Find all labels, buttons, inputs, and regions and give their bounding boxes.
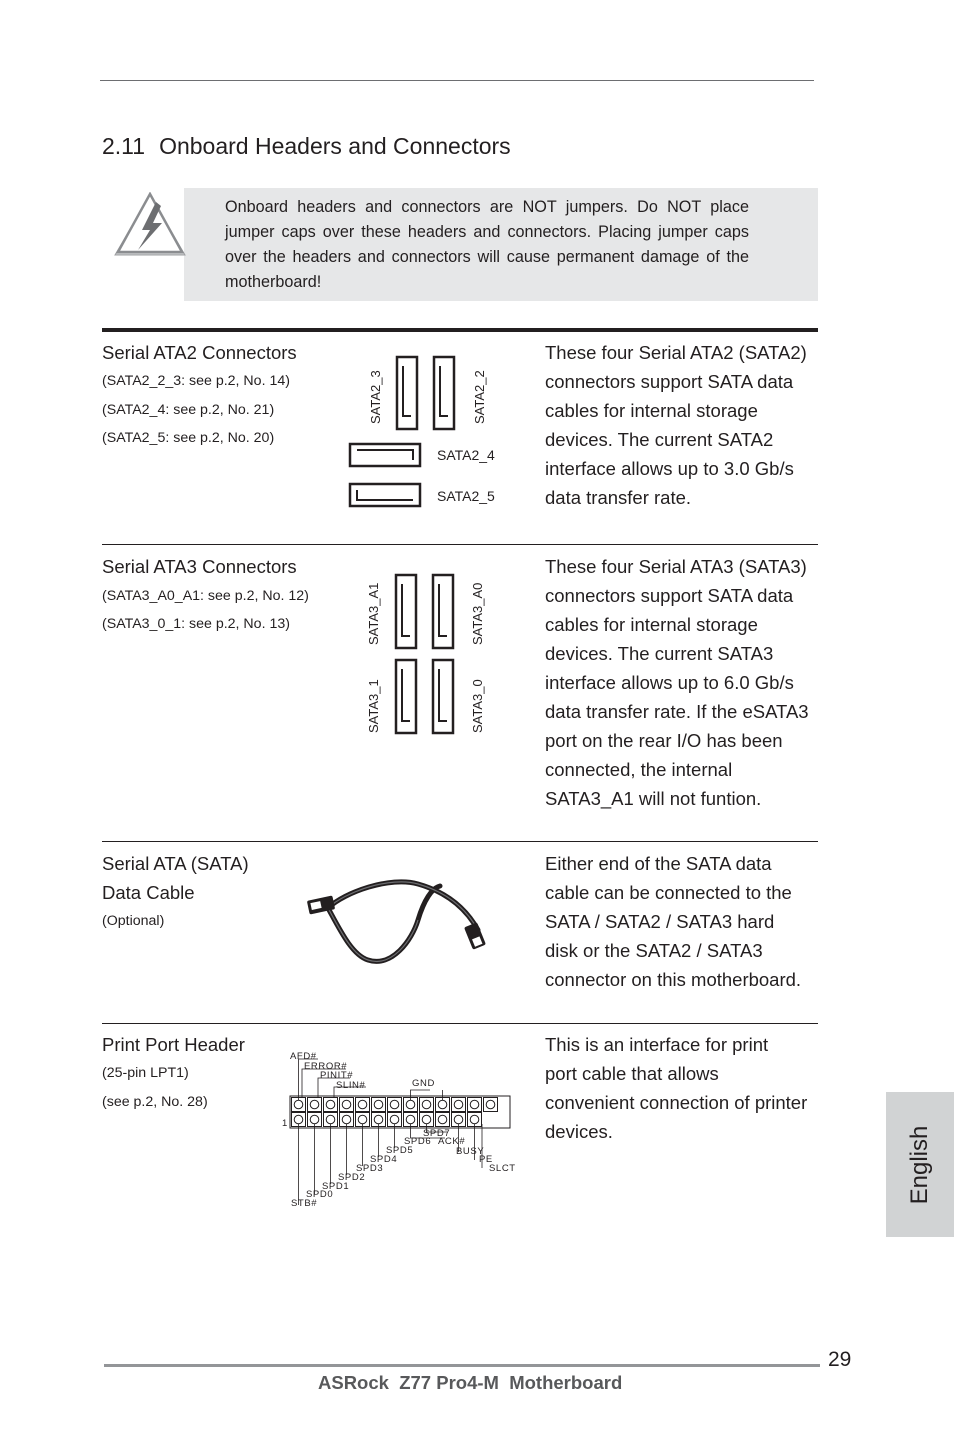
sata3-0-label: SATA3_0: [470, 679, 485, 733]
sata2-desc-line: These four Serial ATA2 (SATA2): [545, 342, 807, 363]
lpt-label-error: ERROR#: [304, 1061, 348, 1072]
lpt-desc-line: port cable that allows: [545, 1063, 719, 1084]
sata2-desc-line: data transfer rate.: [545, 487, 692, 508]
sata3-desc-line: devices. The current SATA3: [545, 643, 774, 664]
lpt-desc-line: devices.: [545, 1121, 613, 1142]
lpt-label-spd5: SPD5: [386, 1145, 414, 1156]
sata3-desc-line: SATA3_A1 will not funtion.: [545, 788, 762, 809]
lpt-label-spd1: SPD1: [322, 1181, 350, 1192]
sata3-ref-2: (SATA3_0_1: see p.2, No. 13): [102, 616, 290, 632]
sata2-2-label: SATA2_2: [472, 370, 487, 424]
footer-title: ASRock Z77 Pro4-M Motherboard: [318, 1372, 623, 1393]
page-number: 29: [828, 1348, 852, 1371]
lpt-title: Print Port Header: [102, 1034, 245, 1055]
sata3-desc-line: These four Serial ATA3 (SATA3): [545, 556, 807, 577]
lpt-label-spd2: SPD2: [338, 1172, 366, 1183]
sata2-ref-1: (SATA2_2_3: see p.2, No. 14): [102, 373, 290, 389]
cable-desc-line: disk or the SATA2 / SATA3: [545, 940, 763, 961]
lpt-label-spd6: SPD6: [404, 1136, 432, 1147]
footer-rule: [104, 1364, 820, 1367]
sata2-desc-line: interface allows up to 3.0 Gb/s: [545, 458, 794, 479]
lpt-label-stb: STB#: [291, 1198, 318, 1209]
lpt-label-gnd: GND: [412, 1078, 435, 1089]
lpt-ref-2: (see p.2, No. 28): [102, 1094, 208, 1110]
lpt-desc-line: This is an interface for print: [545, 1034, 769, 1055]
section-title: [102, 133, 511, 160]
sata2-desc-line: connectors support SATA data: [545, 371, 794, 392]
sata3-desc-line: cables for internal storage: [545, 614, 758, 635]
sata2-ref-2: (SATA2_4: see p.2, No. 21): [102, 402, 275, 418]
cable-desc-line: Either end of the SATA data: [545, 853, 772, 874]
sata2-5-label: SATA2_5: [437, 488, 495, 504]
sata3-1-label: SATA3_1: [366, 679, 381, 733]
lpt-description: [545, 1030, 825, 1146]
sata3-desc-line: port on the rear I/O has been: [545, 730, 783, 751]
sata2-4-label: SATA2_4: [437, 447, 495, 463]
sata3-desc-line: interface allows up to 6.0 Gb/s: [545, 672, 794, 693]
sata3-ref-1: (SATA3_A0_A1: see p.2, No. 12): [102, 588, 309, 604]
cable-title-line-2: Data Cable: [102, 882, 195, 903]
section-rule-lpt: [102, 1023, 818, 1024]
lpt-label-pinit: PINIT#: [320, 1070, 354, 1081]
lpt-pin-one-marker: 1: [282, 1118, 288, 1129]
sata2-desc-line: devices. The current SATA2: [545, 429, 774, 450]
sata2-connector-diagram: [345, 352, 505, 512]
sata3-desc-line: connectors support SATA data: [545, 585, 794, 606]
section-rule-cable: [102, 841, 818, 842]
sata3-a0-label: SATA3_A0: [470, 582, 485, 645]
cable-desc-line: cable can be connected to the: [545, 882, 792, 903]
sata3-connector-diagram: [360, 570, 500, 740]
sata3-title: Serial ATA3 Connectors: [102, 556, 297, 577]
lpt-label-spd4: SPD4: [370, 1154, 398, 1165]
lpt-ref-1: (25-pin LPT1): [102, 1065, 189, 1081]
sata3-desc-line: connected, the internal: [545, 759, 733, 780]
sata3-description: [545, 552, 825, 813]
cable-desc-line: SATA / SATA2 / SATA3 hard: [545, 911, 775, 932]
language-tab-label: English: [906, 1125, 933, 1204]
sata2-3-label: SATA2_3: [368, 370, 383, 424]
lpt-label-afd: AFD#: [290, 1051, 317, 1062]
lpt-label-spd0: SPD0: [306, 1189, 334, 1200]
warning-lightning-icon: [114, 192, 186, 258]
sata3-desc-line: data transfer rate. If the eSATA3: [545, 701, 809, 722]
sata2-desc-line: cables for internal storage: [545, 400, 758, 421]
lpt-label-busy: BUSY: [456, 1146, 485, 1157]
lpt-label-ack: ACK#: [438, 1136, 466, 1147]
sata3-a1-label: SATA3_A1: [366, 582, 381, 645]
cable-title-line-1: Serial ATA (SATA): [102, 853, 249, 874]
lpt-label-slin: SLIN#: [336, 1080, 366, 1091]
lpt-label-spd7: SPD7: [423, 1128, 451, 1139]
lpt-desc-line: convenient connection of printer: [545, 1092, 808, 1113]
warning-text: Onboard headers and connectors are NOT jumpers. Do NOT place jumper caps over these headers and connectors. Placing jumper caps over the headers and connectors will cause permanent damage of the motherboard!: [225, 198, 749, 291]
sata2-ref-3: (SATA2_5: see p.2, No. 20): [102, 430, 275, 446]
sata2-title: Serial ATA2 Connectors: [102, 342, 297, 363]
section-title-text: Onboard Headers and Connectors: [159, 133, 511, 159]
cable-optional-note: (Optional): [102, 913, 165, 929]
lpt-label-pe: PE: [479, 1154, 493, 1165]
section-rule-sata2: [102, 328, 818, 332]
sata-cable-illustration: [300, 860, 500, 970]
cable-desc-line: connector on this motherboard.: [545, 969, 802, 990]
top-rule: [100, 80, 814, 81]
sata2-description: [545, 338, 825, 512]
section-rule-sata3: [102, 544, 818, 545]
cable-description: [545, 849, 825, 994]
lpt-label-slct: SLCT: [489, 1163, 516, 1174]
section-number: 2.11: [102, 133, 146, 159]
language-tab: [886, 1092, 954, 1237]
lpt-label-spd3: SPD3: [356, 1163, 384, 1174]
lpt-pin-diagram: [270, 1040, 530, 1215]
